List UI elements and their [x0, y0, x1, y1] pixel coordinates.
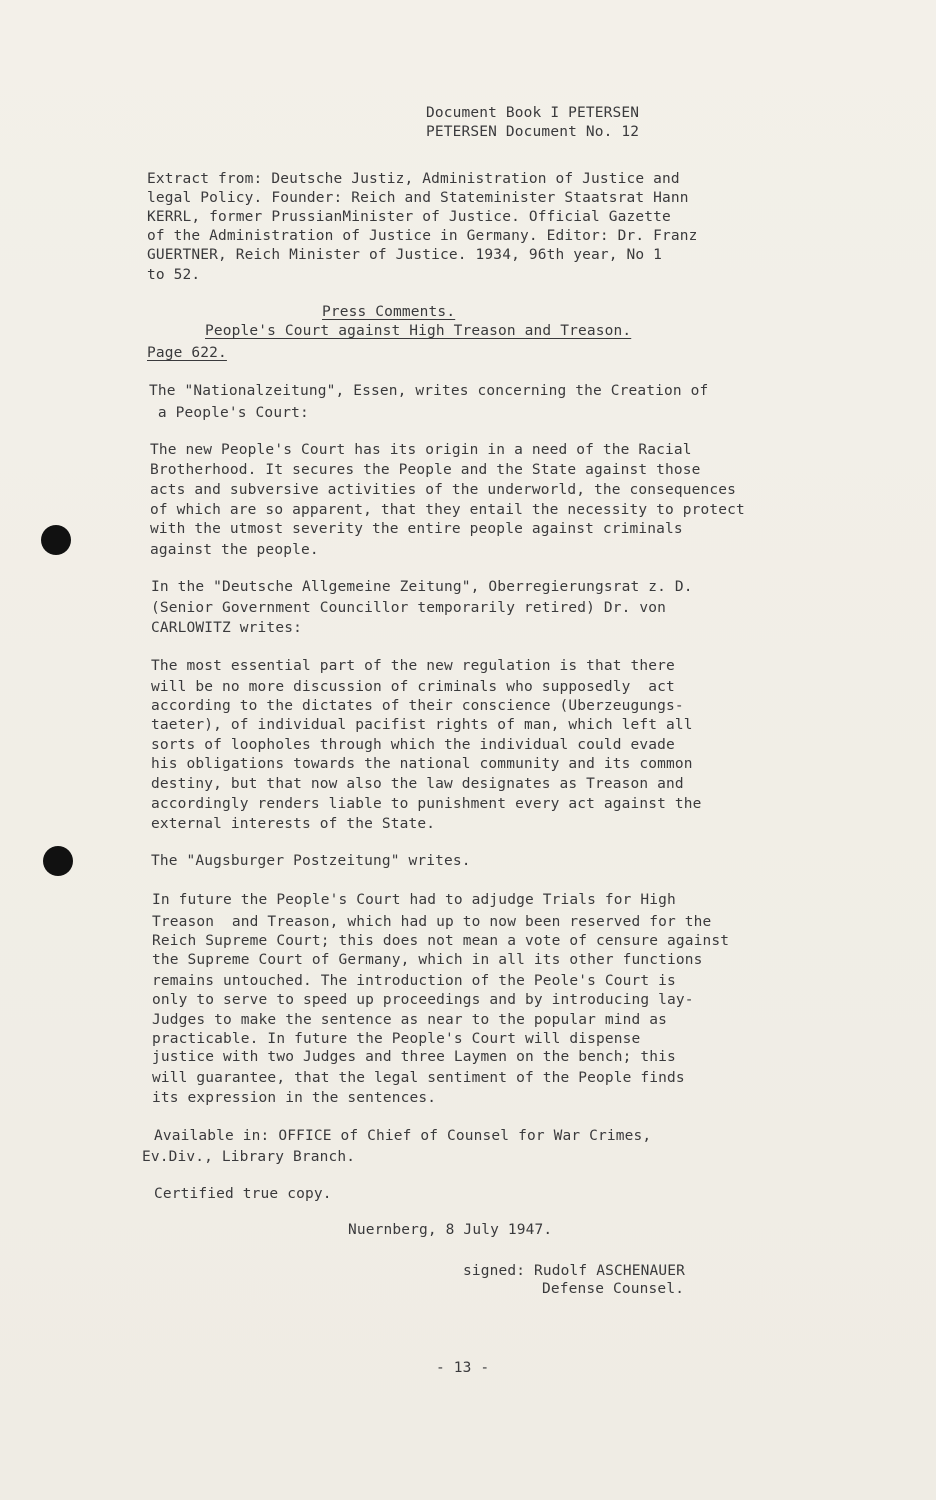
signature-title: Defense Counsel.	[542, 1281, 685, 1297]
document-page: Document Book I PETERSEN PETERSEN Document No. 12 Extract from: Deutsche Justiz, Administration of Justice and legal Policy. Founder: Reich and Stateminister Staatsrat Hann KERRL, former PrussianMinister of Justice. Official Gazette of the Administration of Justice in Germany. Editor: Dr. Franz GUERTNER, Reich Minister of Justice. 1934, 96th year, No 1 to 52. Press Comments. People's Court against High Treason and Treason. Page 622. The "Nationalzeitung", Essen, writes concerning the Creation of a People's Court: The new People's Court has its origin in a need of the Racial Brotherhood. It secures the People and the State against those acts and subversive activities of the underworld, the consequences of which are so apparent, that they entail the necessity to protect with the utmost severity the entire people against criminals against the people. In the "Deutsche Allgemeine Zeitung", Oberregierungsrat z. D. (Senior Government Councillor temporarily retired) Dr. von CARLOWITZ writes: The most essential part of the new regulation is that there will be no more discussion of criminals who supposedly act according to the dictates of their conscience (Uberzeugungs- taeter), of individual pacifist rights of man, which left all sorts of loopholes through which the individual could evade his obligations towards the national community and its common destiny, but that now also the law designates as Treason and accordingly renders liable to punishment every act against the external interests of the State. The "Augsburger Postzeitung" writes. In future the People's Court had to adjudge Trials for High Treason and Treason, which had up to now been reserved for the Reich Supreme Court; this does not mean a vote of censure against the Supreme Court of Germany, which in all its other functions remains untouched. The introduction of the Peole's Court is only to serve to speed up proceedings and by introducing lay- Judges to make the sentence as near to the popular mind as practicable. In future the People's Court will dispense justice with two Judges and three Laymen on the bench; this will guarantee, that the legal sentiment of the People finds its expression in the sentences. Available in: OFFICE of Chief of Counsel for War Crimes, Ev.Div., Library Branch. Certified true copy. Nuernberg, 8 July 1947. signed: Rudolf ASCHENAUER Defense Counsel. - 13 -	[0, 0, 936, 1500]
section-title: Press Comments.	[322, 304, 456, 320]
place-date: Nuernberg, 8 July 1947.	[348, 1222, 553, 1238]
binder-hole-top	[41, 525, 71, 555]
header-line-2: PETERSEN Document No. 12	[426, 124, 640, 140]
page-reference: Page 622.	[147, 345, 227, 361]
binder-hole-bottom	[43, 846, 73, 876]
signature-line: signed: Rudolf ASCHENAUER	[463, 1263, 685, 1279]
page-number: - 13 -	[436, 1360, 490, 1376]
certified-note: Certified true copy.	[154, 1186, 332, 1202]
header-line-1: Document Book I PETERSEN	[426, 105, 640, 121]
intro-augsburger: The "Augsburger Postzeitung" writes.	[151, 853, 471, 869]
section-subtitle: People's Court against High Treason and Treason.	[205, 323, 632, 339]
